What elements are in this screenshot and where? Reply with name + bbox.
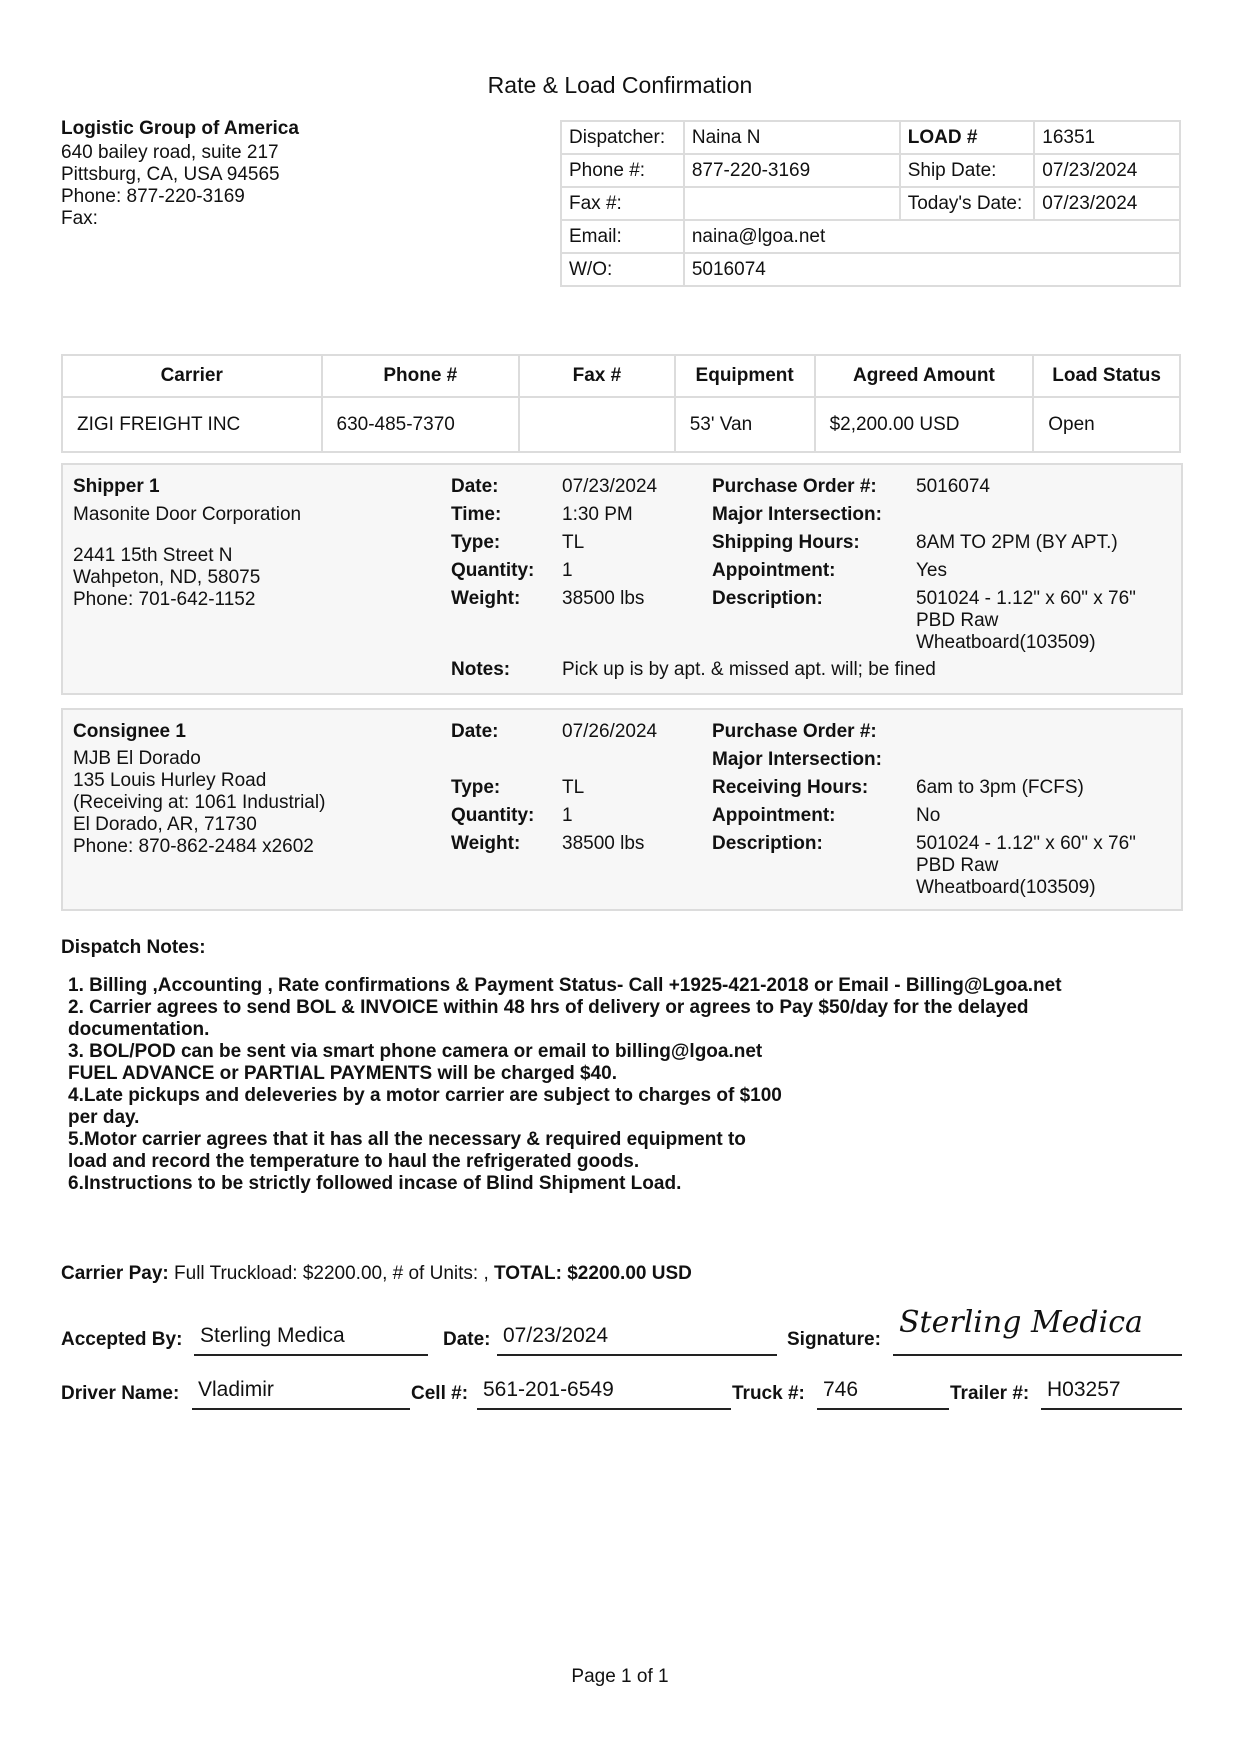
cell-label: Cell #: — [411, 1383, 469, 1404]
carrier-fax-header: Fax # — [519, 355, 675, 397]
consignee-address-line1: 135 Louis Hurley Road — [73, 770, 267, 791]
carrier-pay-total: TOTAL: $2200.00 USD — [494, 1263, 692, 1284]
list-item: 6.Instructions to be strictly followed incase of Blind Shipment Load. — [68, 1173, 682, 1194]
company-address-line1: 640 bailey road, suite 217 — [61, 142, 279, 163]
accepted-by-field[interactable] — [194, 1320, 428, 1356]
consignee-type-label: Type: — [451, 777, 501, 798]
list-item: 1. Billing ,Accounting , Rate confirmations & Payment Status- Call +1925-421-2018 or Email - Billing@Lgoa.net — [68, 975, 1062, 996]
signature-field[interactable] — [893, 1305, 1182, 1356]
consignee-name: MJB El Dorado — [73, 748, 201, 769]
consignee-section — [61, 708, 1183, 911]
truck-field[interactable] — [817, 1374, 949, 1410]
carrier-pay — [61, 1263, 692, 1285]
shipper-address-line2: Wahpeton, ND, 58075 — [73, 567, 261, 588]
shipper-weight-label: Weight: — [451, 588, 521, 609]
dispatcher-label: Dispatcher: — [561, 121, 684, 154]
shipper-notes-label: Notes: — [451, 659, 511, 680]
list-item: load and record the temperature to haul the refrigerated goods. — [68, 1151, 640, 1172]
driver-name-field[interactable] — [192, 1374, 410, 1410]
receiving-hours-label: Receiving Hours: — [712, 777, 869, 798]
dispatch-notes — [68, 975, 1188, 1195]
consignee-quantity: 1 — [562, 805, 573, 826]
truck-value: 746 — [823, 1378, 859, 1401]
document-title: Rate & Load Confirmation — [487, 72, 753, 98]
shipper-type: TL — [562, 532, 585, 553]
load-status-value: Open — [1033, 397, 1180, 452]
email-value: naina@lgoa.net — [684, 220, 1180, 253]
shipper-type-label: Type: — [451, 532, 501, 553]
ship-date-label: Ship Date: — [900, 154, 1035, 187]
shipping-hours-label: Shipping Hours: — [712, 532, 860, 553]
shipper-description-label: Description: — [712, 588, 823, 609]
consignee-description-line1: 501024 - 1.12" x 60" x 76" — [916, 833, 1136, 854]
list-item: documentation. — [68, 1019, 210, 1040]
shipper-time-label: Time: — [451, 504, 502, 525]
carrier-pay-label: Carrier Pay: — [61, 1263, 169, 1284]
consignee-phone: Phone: 870-862-2484 x2602 — [73, 836, 314, 857]
consignee-type: TL — [562, 777, 585, 798]
signature-label: Signature: — [787, 1329, 881, 1350]
shipping-hours: 8AM TO 2PM (BY APT.) — [916, 532, 1118, 553]
load-label: LOAD # — [900, 121, 1035, 154]
consignee-title: Consignee 1 — [73, 721, 186, 742]
consignee-date-label: Date: — [451, 721, 499, 742]
carrier-table — [61, 354, 1181, 453]
accepted-by-value: Sterling Medica — [200, 1324, 345, 1347]
trailer-value: H03257 — [1047, 1378, 1121, 1401]
list-item: 2. Carrier agrees to send BOL & INVOICE within 48 hrs of delivery or agrees to Pay $50/day for the delayed — [68, 997, 1029, 1018]
phone-label: Phone #: — [561, 154, 684, 187]
agreed-amount-value: $2,200.00 USD — [815, 397, 1034, 452]
company-fax: Fax: — [61, 208, 98, 229]
shipper-appointment-label: Appointment: — [712, 560, 836, 581]
shipper-name: Masonite Door Corporation — [73, 504, 302, 525]
company-address-line2: Pittsburg, CA, USA 94565 — [61, 164, 280, 185]
ship-date-value: 07/23/2024 — [1034, 154, 1180, 187]
fax-value — [684, 187, 900, 220]
dispatcher-value: Naina N — [684, 121, 900, 154]
email-label: Email: — [561, 220, 684, 253]
todays-date-label: Today's Date: — [900, 187, 1035, 220]
dispatch-info-table — [560, 120, 1181, 287]
load-number: 16351 — [1034, 121, 1180, 154]
shipper-section — [61, 463, 1183, 695]
shipper-quantity: 1 — [562, 560, 573, 581]
page-number: Page 1 of 1 — [571, 1666, 669, 1687]
shipper-quantity-label: Quantity: — [451, 560, 535, 581]
shipper-time: 1:30 PM — [562, 504, 633, 525]
carrier-phone: 630-485-7370 — [322, 397, 520, 452]
shipper-po: 5016074 — [916, 476, 990, 497]
company-block — [61, 118, 299, 230]
consignee-appointment-label: Appointment: — [712, 805, 836, 826]
list-item: per day. — [68, 1107, 140, 1128]
shipper-weight: 38500 lbs — [562, 588, 645, 609]
trailer-label: Trailer #: — [950, 1383, 1030, 1404]
wo-value: 5016074 — [684, 253, 1180, 286]
shipper-date: 07/23/2024 — [562, 476, 658, 497]
phone-value: 877-220-3169 — [684, 154, 900, 187]
receiving-hours: 6am to 3pm (FCFS) — [916, 777, 1084, 798]
accepted-date-field[interactable] — [497, 1320, 777, 1356]
consignee-quantity-label: Quantity: — [451, 805, 535, 826]
equipment-header: Equipment — [675, 355, 815, 397]
list-item: 4.Late pickups and deleveries by a motor carrier are subject to charges of $100 — [68, 1085, 782, 1106]
truck-label: Truck #: — [732, 1383, 805, 1404]
carrier-name: ZIGI FREIGHT INC — [62, 397, 322, 452]
consignee-intersection-label: Major Intersection: — [712, 749, 882, 770]
carrier-fax — [519, 397, 675, 452]
consignee-address-line2: (Receiving at: 1061 Industrial) — [73, 792, 326, 813]
driver-name-label: Driver Name: — [61, 1383, 180, 1404]
consignee-description-label: Description: — [712, 833, 823, 854]
driver-name-value: Vladimir — [198, 1378, 274, 1401]
cell-value: 561-201-6549 — [483, 1378, 614, 1401]
consignee-appointment: No — [916, 805, 941, 826]
accepted-by-label: Accepted By: — [61, 1329, 183, 1350]
shipper-notes: Pick up is by apt. & missed apt. will; be fined — [562, 659, 936, 680]
todays-date-value: 07/23/2024 — [1034, 187, 1180, 220]
list-item: FUEL ADVANCE or PARTIAL PAYMENTS will be charged $40. — [68, 1063, 617, 1084]
company-name: Logistic Group of America — [61, 118, 299, 139]
consignee-description-line2: PBD Raw — [916, 855, 999, 876]
shipper-description-line1: 501024 - 1.12" x 60" x 76" — [916, 588, 1136, 609]
consignee-date: 07/26/2024 — [562, 721, 658, 742]
table-row — [62, 397, 1180, 452]
carrier-pay-detail: Full Truckload: $2200.00, # of Units: , — [174, 1263, 489, 1284]
consignee-description-line3: Wheatboard(103509) — [916, 877, 1096, 898]
trailer-field[interactable] — [1041, 1374, 1182, 1410]
accepted-date-value: 07/23/2024 — [503, 1324, 609, 1347]
shipper-date-label: Date: — [451, 476, 499, 497]
fax-label: Fax #: — [561, 187, 684, 220]
list-item: 3. BOL/POD can be sent via smart phone camera or email to billing@lgoa.net — [68, 1041, 763, 1062]
consignee-weight: 38500 lbs — [562, 833, 645, 854]
load-status-header: Load Status — [1033, 355, 1180, 397]
agreed-amount-header: Agreed Amount — [815, 355, 1034, 397]
shipper-address-line1: 2441 15th Street N — [73, 545, 233, 566]
list-item: 5.Motor carrier agrees that it has all the necessary & required equipment to — [68, 1129, 746, 1150]
shipper-description-line2: PBD Raw — [916, 610, 999, 631]
wo-label: W/O: — [561, 253, 684, 286]
company-phone: Phone: 877-220-3169 — [61, 186, 245, 207]
signature-value: Sterling Medica — [899, 1305, 1143, 1340]
equipment-value: 53' Van — [675, 397, 815, 452]
carrier-header: Carrier — [62, 355, 322, 397]
shipper-title: Shipper 1 — [73, 476, 160, 497]
consignee-weight-label: Weight: — [451, 833, 521, 854]
accepted-date-label: Date: — [443, 1329, 491, 1350]
dispatch-notes-heading: Dispatch Notes: — [61, 937, 206, 958]
carrier-phone-header: Phone # — [322, 355, 520, 397]
shipper-po-label: Purchase Order #: — [712, 476, 877, 497]
shipper-appointment: Yes — [916, 560, 947, 581]
consignee-address-line3: El Dorado, AR, 71730 — [73, 814, 257, 835]
shipper-intersection-label: Major Intersection: — [712, 504, 882, 525]
shipper-phone: Phone: 701-642-1152 — [73, 589, 256, 610]
shipper-description-line3: Wheatboard(103509) — [916, 632, 1096, 653]
cell-field[interactable] — [477, 1374, 731, 1410]
consignee-po-label: Purchase Order #: — [712, 721, 877, 742]
